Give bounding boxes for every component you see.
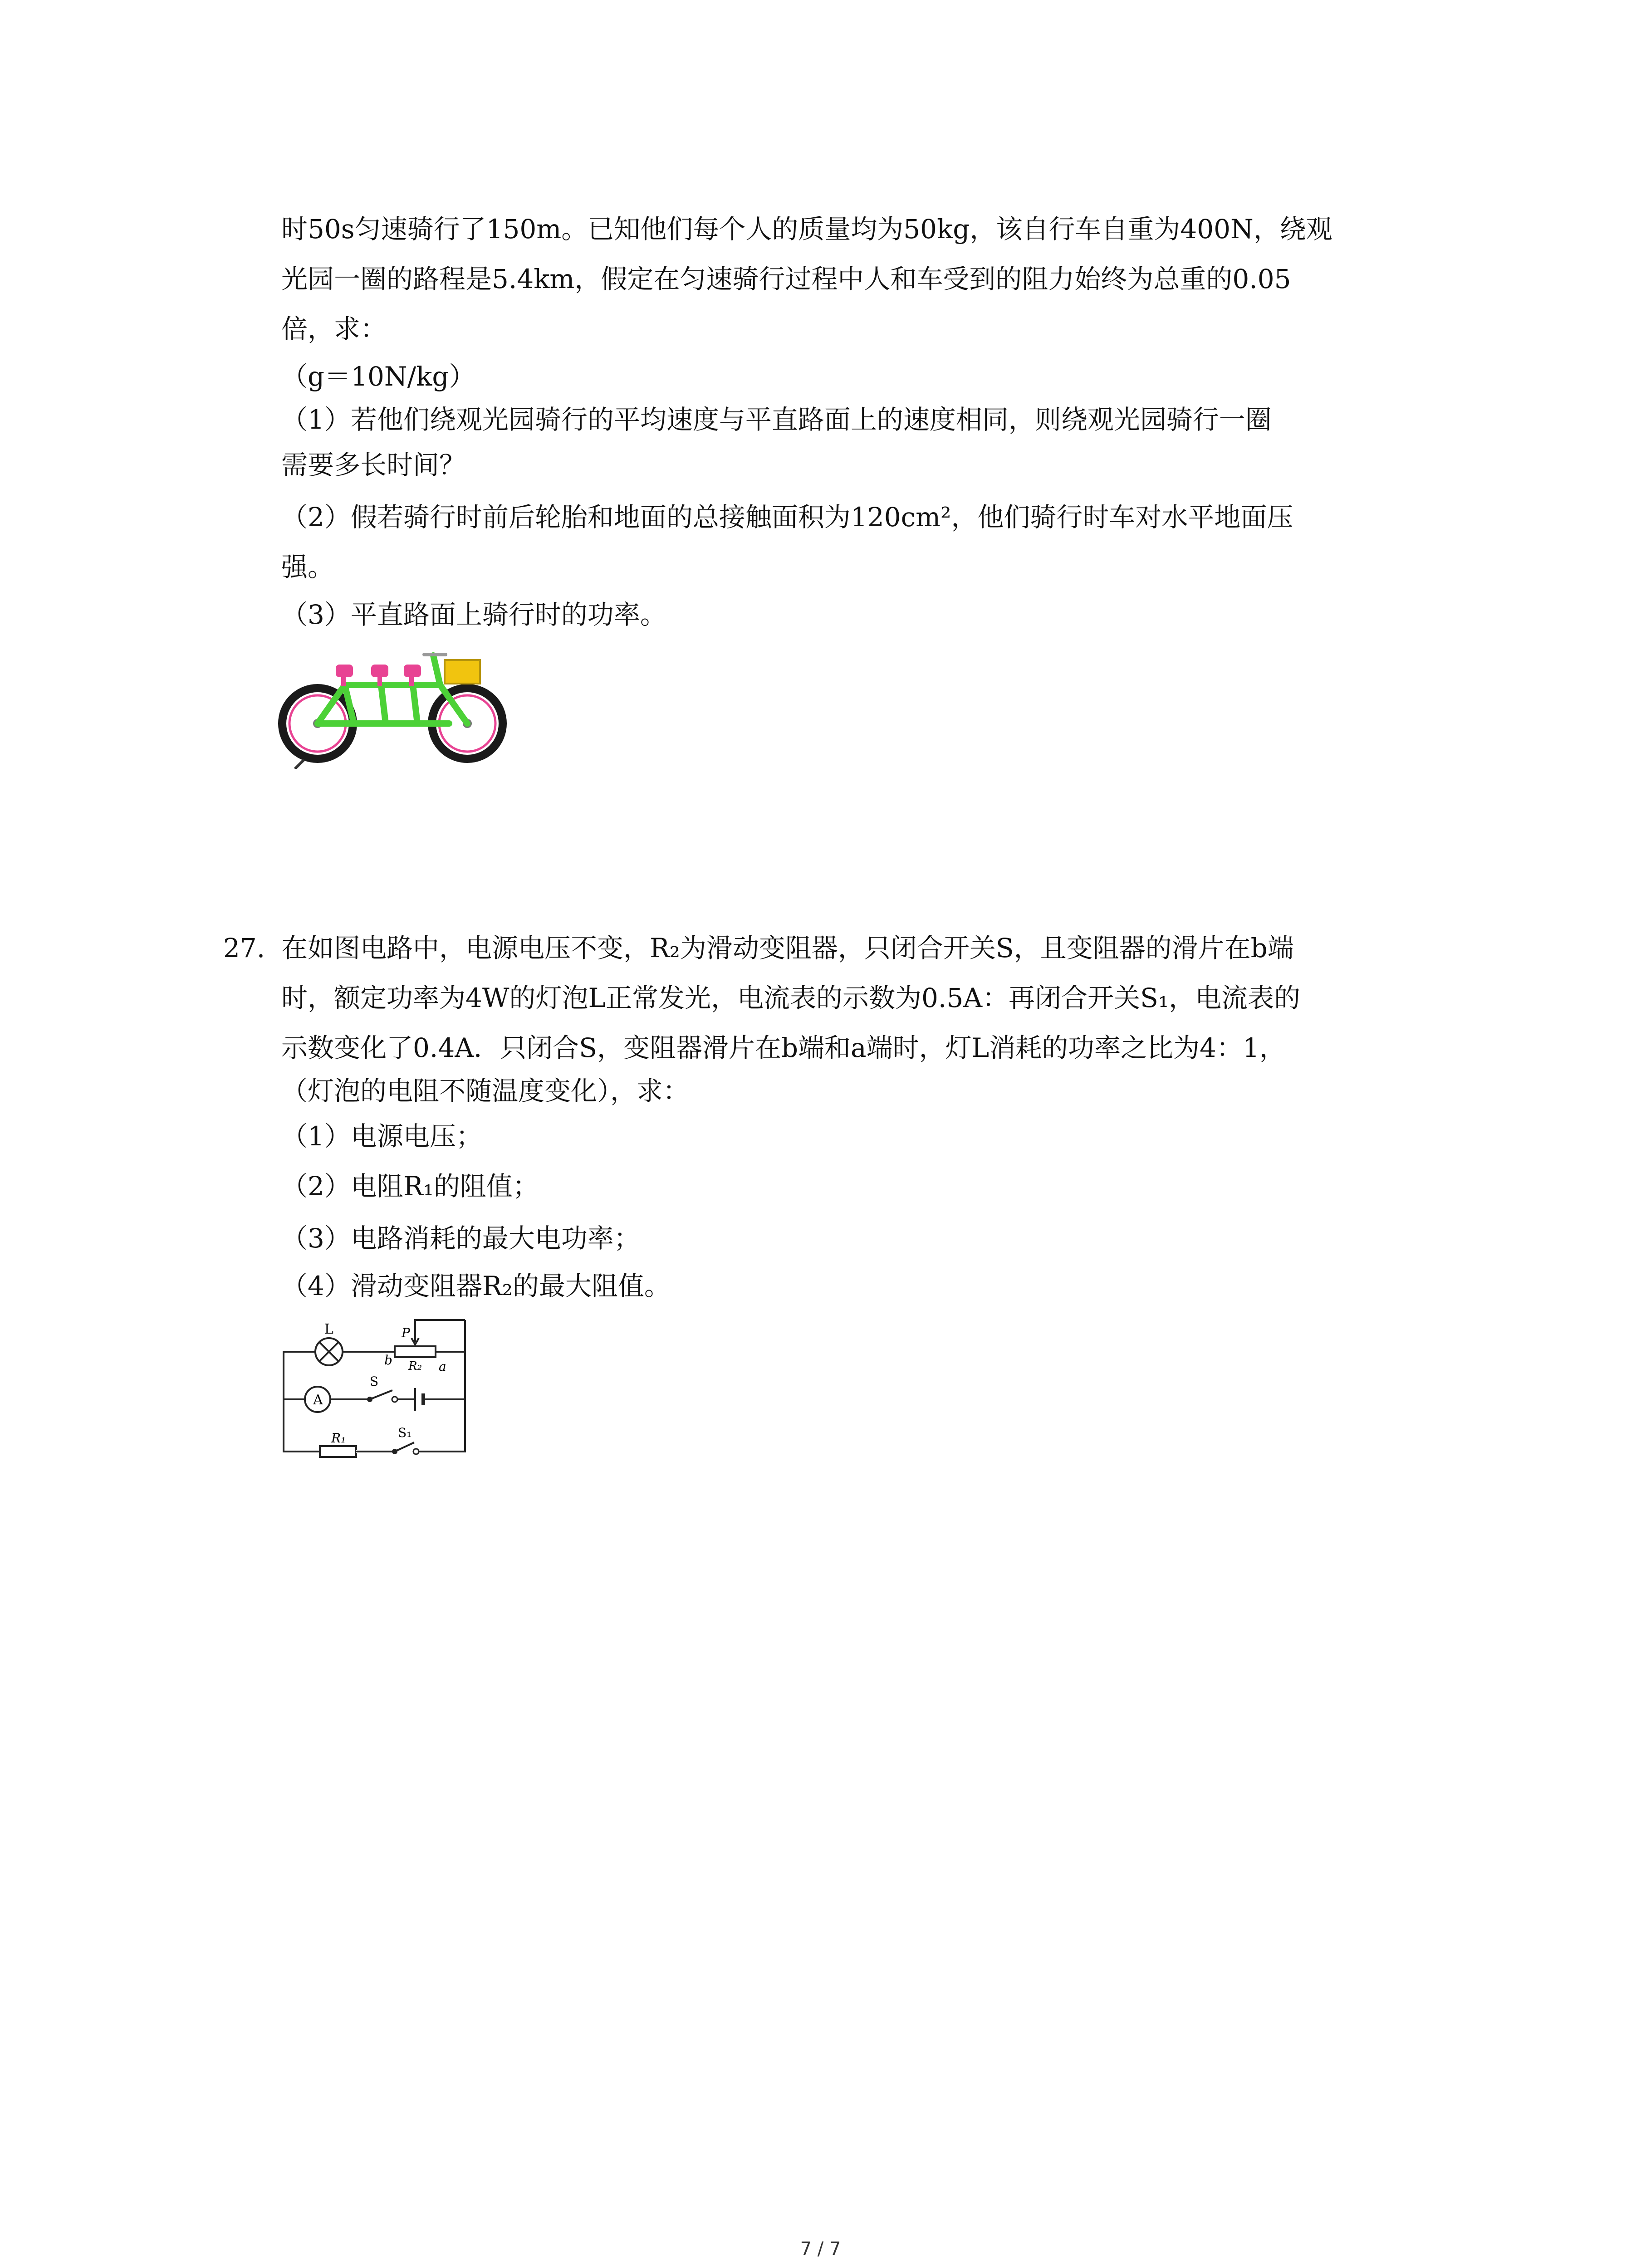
- q27-line-4: （灯泡的电阻不随温度变化），求：: [281, 1075, 690, 1106]
- q27-line-1: 在如图电路中，电源电压不变，R₂为滑动变阻器，只闭合开关S，且变阻器的滑片在b端: [281, 933, 1294, 963]
- circuit-label-r2: R₂: [408, 1359, 422, 1373]
- circuit-label-slider-p: P: [402, 1325, 410, 1340]
- circuit-label-end-a: a: [439, 1359, 446, 1374]
- q26-part-1-cont: 需要多长时间？: [281, 450, 466, 480]
- q27-part-1: （1）电源电压；: [281, 1121, 482, 1152]
- page-number: 7 / 7: [800, 2239, 841, 2259]
- q27-part-4: （4）滑动变阻器R₂的最大阻值。: [281, 1271, 671, 1301]
- q26-line-1: 时50s匀速骑行了150m。已知他们每个人的质量均为50kg，该自行车自重为400N，绕观: [281, 214, 1332, 244]
- q27-part-3: （3）电路消耗的最大电功率；: [281, 1223, 640, 1254]
- q27-line-3: 示数变化了0.4A．只闭合S，变阻器滑片在b端和a端时，灯L消耗的功率之比为4：1，: [281, 1032, 1286, 1063]
- q26-part-1: （1）若他们绕观光园骑行的平均速度与平直路面上的速度相同，则绕观光园骑行一圈: [281, 404, 1272, 435]
- bike-basket: [445, 660, 480, 684]
- q27-part-2: （2）电阻R₁的阻值；: [281, 1171, 539, 1202]
- circuit-label-lamp: L: [324, 1321, 333, 1337]
- q26-gravity-note: （g＝10N/kg）: [281, 361, 475, 392]
- q27-line-2: 时，额定功率为4W的灯泡L正常发光，电流表的示数为0.5A：再闭合开关S₁，电流表的: [281, 982, 1301, 1013]
- q27-number: 27.: [223, 933, 265, 963]
- q26-line-2: 光园一圈的路程是5.4km，假定在匀速骑行过程中人和车受到的阻力始终为总重的0.05: [281, 264, 1291, 294]
- tandem-bicycle-image: [277, 637, 513, 769]
- circuit-label-r1: R₁: [331, 1431, 346, 1446]
- circuit-label-end-b: b: [384, 1353, 392, 1368]
- circuit-label-ammeter: A: [313, 1392, 323, 1408]
- circuit-label-switch-s1: S₁: [398, 1425, 412, 1440]
- circuit-diagram: [279, 1315, 470, 1465]
- q26-line-3: 倍，求：: [281, 313, 387, 344]
- q26-part-2-cont: 强。: [281, 552, 334, 582]
- q26-part-2: （2）假若骑行时前后轮胎和地面的总接触面积为120cm²，他们骑行时车对水平地面压: [281, 502, 1293, 533]
- circuit-label-switch-s: S: [370, 1374, 379, 1389]
- q26-part-3: （3）平直路面上骑行时的功率。: [281, 599, 666, 630]
